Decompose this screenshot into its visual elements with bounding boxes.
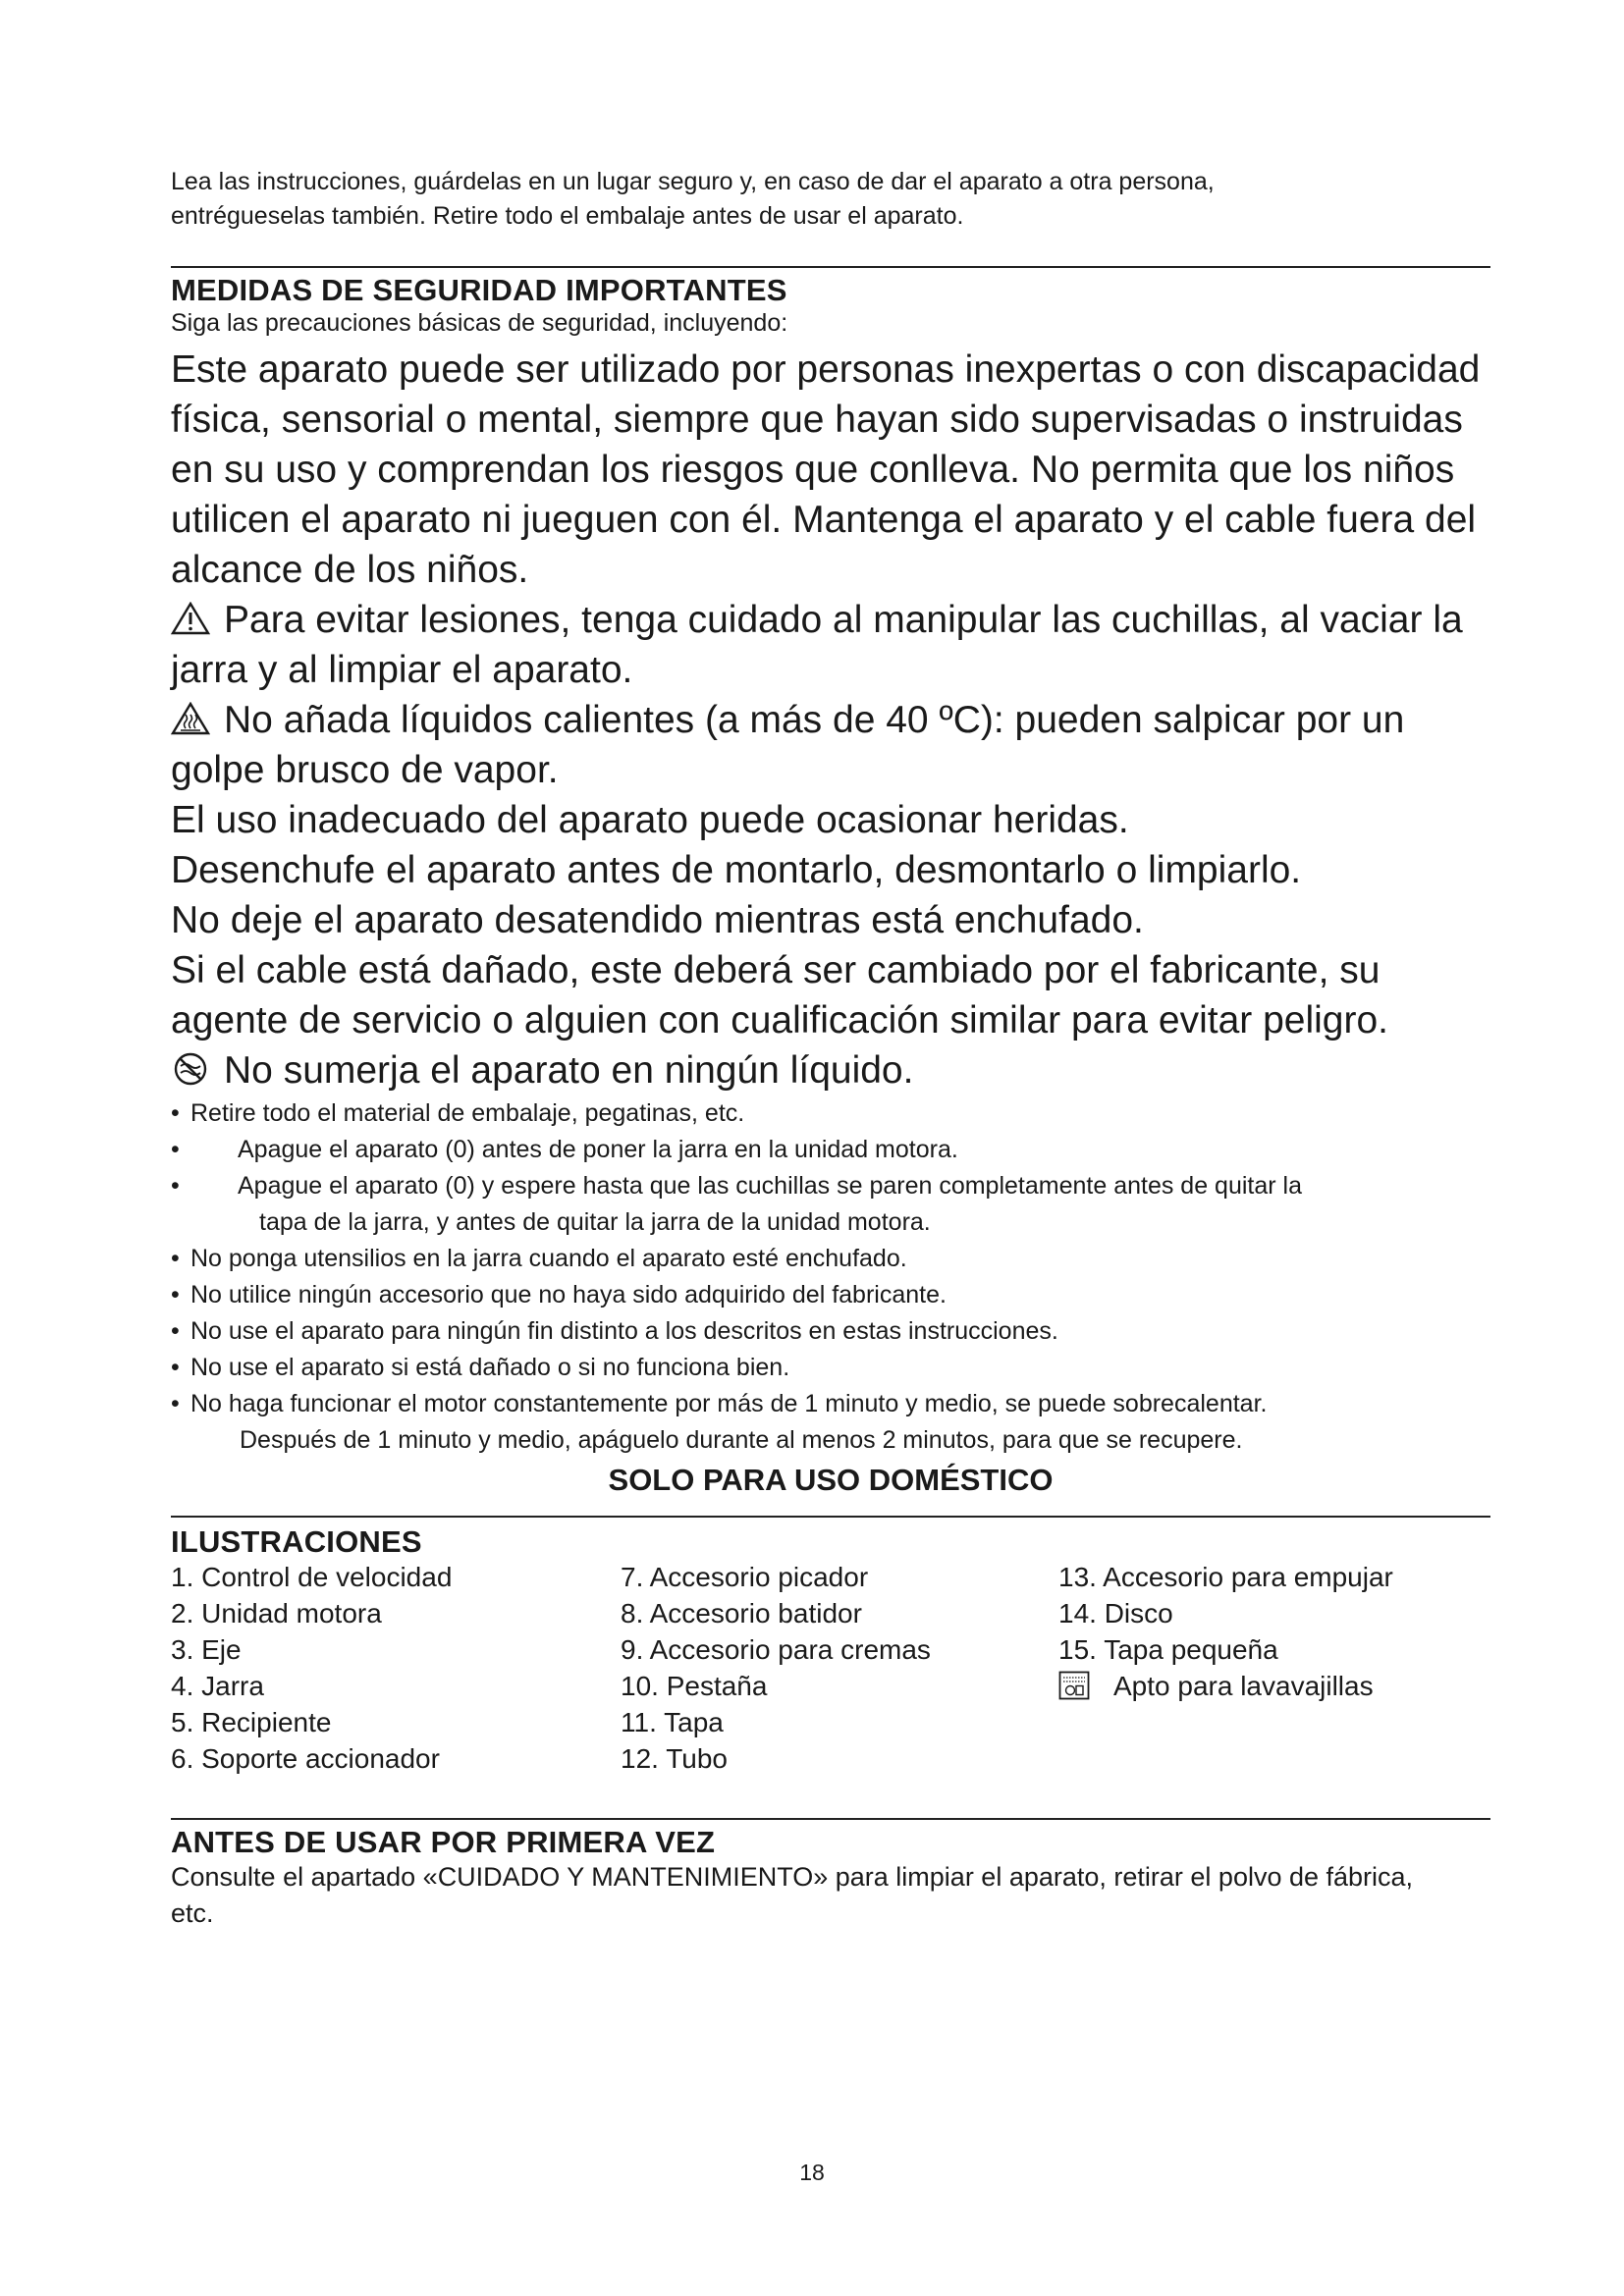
list-item: • Apague el aparato (0) y espere hasta que las cuchillas se paren completamente antes de quitar la [171,1168,1490,1204]
first-use-heading: ANTES DE USAR POR PRIMERA VEZ [171,1825,716,1859]
list-item: 8. Accesorio batidor [621,1598,862,1629]
safety-paragraph-cable: Si el cable está dañado, este deberá ser cambiado por el fabricante, su agente de servicio o alguien con cualificación similar para evitar peligro. [171,949,1389,1041]
bullet-dot: • [171,1099,180,1127]
list-item: • No utilice ningún accesorio que no haya sido adquirido del fabricante. [171,1277,1490,1313]
list-item: 10. Pestaña [621,1671,768,1701]
bullet-dot: • [171,1354,180,1381]
safety-paragraph-unattended: No deje el aparato desatendido mientras está enchufado. [171,899,1144,941]
hot-steam-warning-icon [171,702,210,735]
safety-paragraphs [171,345,1490,1095]
illustrations-column-2 [621,1559,1058,1777]
safety-paragraph-hot-liquids [171,695,1490,795]
intro-line-1: Lea las instrucciones, guárdelas en un lugar seguro y, en caso de dar el aparato a otra persona, [171,168,1215,195]
list-item: 1. Control de velocidad [171,1562,453,1592]
list-item-continuation: Después de 1 minuto y medio, apáguelo durante al menos 2 minutos, para que se recupere. [240,1426,1243,1454]
bullet-dot: • [171,1390,180,1417]
safety-paragraph-supervision: Este aparato puede ser utilizado por personas inexpertas o con discapacidad física, sensorial o mental, siempre que hayan sido supervisadas o instruidas en su uso y comprendan los riesgos que conlleva. No permita que los niños utilicen el aparato ni jueguen con él. Mantenga el aparato y el cable fuera del alcance de los niños. [171,348,1481,591]
illustrations-column-3 [1058,1559,1490,1777]
list-item: 2. Unidad motora [171,1598,382,1629]
blades-warning-text: Para evitar lesiones, tenga cuidado al manipular las cuchillas, al vaciar la jarra y al limpiar el aparato. [171,599,1463,691]
list-item: • No haga funcionar el motor constantemente por más de 1 minuto y medio, se puede sobrecalentar. [171,1386,1490,1422]
list-item: 11. Tapa [621,1707,724,1737]
list-item: 3. Eje [171,1634,242,1665]
section-divider [171,1516,1490,1518]
safety-paragraph-immerse [171,1045,1490,1095]
list-item: 5. Recipiente [171,1707,332,1737]
dishwasher-icon [1058,1671,1090,1700]
safety-bullet-list [171,1095,1490,1459]
list-item: 15. Tapa pequeña [1058,1634,1278,1665]
illustrations-heading: ILUSTRACIONES [171,1524,422,1559]
list-item: 7. Accesorio picador [621,1562,869,1592]
dishwasher-safe-note [1058,1668,1490,1704]
dishwasher-safe-label: Apto para lavavajillas [1113,1671,1374,1701]
list-item-continuation: tapa de la jarra, y antes de quitar la jarra de la unidad motora. [259,1208,931,1236]
safety-paragraph-unplug: Desenchufe el aparato antes de montarlo, desmontarlo o limpiarlo. [171,849,1302,891]
safety-paragraph-blades [171,595,1490,695]
list-item: 4. Jarra [171,1671,264,1701]
immerse-warning-text: No sumerja el aparato en ningún líquido. [224,1049,914,1092]
list-item: 6. Soporte accionador [171,1743,440,1774]
no-immersion-icon [171,1052,210,1086]
household-use-heading: SOLO PARA USO DOMÉSTICO [608,1463,1054,1497]
list-item: • No ponga utensilios en la jarra cuando el aparato esté enchufado. [171,1241,1490,1277]
section-divider [171,1818,1490,1820]
safety-heading: MEDIDAS DE SEGURIDAD IMPORTANTES [171,273,787,307]
bullet-dot: • [171,1136,180,1163]
list-item: 12. Tubo [621,1743,728,1774]
manual-page [171,165,1490,1932]
first-use-line-1: Consulte el apartado «CUIDADO Y MANTENIMIENTO» para limpiar el aparato, retirar el polvo de fábrica, [171,1862,1414,1892]
warning-triangle-icon [171,602,210,635]
list-item: 13. Accesorio para empujar [1058,1562,1393,1592]
list-item: • No use el aparato si está dañado o si no funciona bien. [171,1350,1490,1386]
list-item: 14. Disco [1058,1598,1173,1629]
first-use-line-2: etc. [171,1898,214,1928]
bullet-dot: • [171,1245,180,1272]
hot-liquids-warning-text: No añada líquidos calientes (a más de 40 ºC): pueden salpicar por un golpe brusco de vapor. [171,699,1405,791]
illustrations-column-1 [171,1559,621,1777]
intro-line-2: entrégueselas también. Retire todo el embalaje antes de usar el aparato. [171,202,964,230]
bullet-dot: • [171,1172,180,1200]
safety-paragraph-misuse: El uso inadecuado del aparato puede ocasionar heridas. [171,799,1129,841]
list-item: 9. Accesorio para cremas [621,1634,931,1665]
section-divider [171,266,1490,268]
bullet-dot: • [171,1317,180,1345]
list-item: • Retire todo el material de embalaje, pegatinas, etc. [171,1095,1490,1132]
list-item: • No use el aparato para ningún fin distinto a los descritos en estas instrucciones. [171,1313,1490,1350]
bullet-dot: • [171,1281,180,1308]
list-item: • Apague el aparato (0) antes de poner la jarra en la unidad motora. [171,1132,1490,1168]
illustrations-list [171,1559,1490,1777]
safety-subheading: Siga las precauciones básicas de seguridad, incluyendo: [171,309,788,337]
page-number: 18 [799,2160,825,2185]
